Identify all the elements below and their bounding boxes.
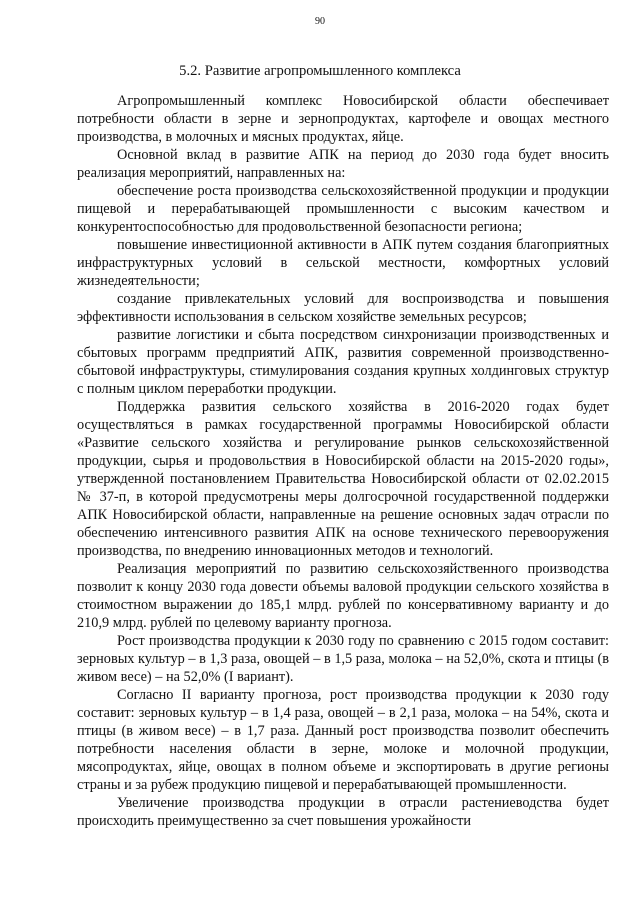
paragraph-variant-two: Согласно II варианту прогноза, рост производства продукции к 2030 году составит: зерновых культур – в 1,4 раза, овощей – в 2,1 раза, молока – на 54%, скота и птицы (в живом весе) – в 1,7 раза. Данный рост производства позволит обеспечить потребности населения области в зерне, молоке и молочной продукции, мясопродуктах, яйце, овощах в полном объеме и экспортировать в другие регионы страны и за рубеж продукцию пищевой и перерабатывающей промышленности. (77, 687, 609, 793)
paragraph-state-program: Поддержка развития сельского хозяйства в 2016-2020 годах будет осуществляться в рамках государственной программы Новосибирской области «Развитие сельского хозяйства и регулирование рынков сельскохозяйственной продукции, сырья и продовольствия в Новосибирской области на 2015-2020 годы», утвержденной постановлением Правительства Новосибирской области от 02.02.2015 № 37-п, в которой предусмотрены меры долгосрочной государственной поддержки АПК Новосибирской области, направленные на решение основных задач отрасли по обеспечению интенсивного развития АПК на основе технического перевооружения производства, по внедрению инновационных методов и технологий. (77, 399, 609, 559)
paragraph-crop-production: Увеличение производства продукции в отрасли растениеводства будет происходить преимущественно за счет повышения урожайности (77, 795, 609, 829)
paragraph-variant-one: Рост производства продукции к 2030 году по сравнению с 2015 годом составит: зерновых культур – в 1,3 раза, овощей – в 1,5 раза, молока – на 52,0%, скота и птицы (в живом весе) – на 52,0% (I вариант). (77, 633, 609, 685)
paragraph-measure-production-growth: обеспечение роста производства сельскохозяйственной продукции и продукции пищевой и перерабатывающей промышленности с высоким качеством и конкурентоспособностью для продовольственной безопасности региона; (77, 183, 609, 235)
paragraph-measure-logistics: развитие логистики и сбыта посредством синхронизации производственных и сбытовых программ предприятий АПК, развития современной производственно-сбытовой инфраструктуры, стимулирования создания крупных холдинговых структур с полным циклом переработки продукции. (77, 327, 609, 397)
paragraph-main-contribution: Основной вклад в развитие АПК на период до 2030 года будет вносить реализация мероприятий, направленных на: (77, 147, 609, 181)
page-number: 90 (315, 16, 325, 27)
paragraph-apk-overview: Агропромышленный комплекс Новосибирской области обеспечивает потребности области в зерне и зернопродуктах, картофеле и овощах местного производства, в молочных и мясных продуктах, яйце. (77, 93, 609, 145)
paragraph-measure-land-resources: создание привлекательных условий для воспроизводства и повышения эффективности использования в сельском хозяйстве земельных ресурсов; (77, 291, 609, 325)
section-title: 5.2. Развитие агропромышленного комплекса (179, 63, 461, 79)
paragraph-measure-investment: повышение инвестиционной активности в АПК путем создания благоприятных инфраструктурных условий в сельской местности, комфортных условий жизнедеятельности; (77, 237, 609, 289)
paragraph-gross-output: Реализация мероприятий по развитию сельскохозяйственного производства позволит к концу 2030 года довести объемы валовой продукции сельского хозяйства в стоимостном выражении до 185,1 млрд. рублей по консервативному варианту и до 210,9 млрд. рублей по целевому варианту прогноза. (77, 561, 609, 631)
body-text (77, 92, 609, 830)
